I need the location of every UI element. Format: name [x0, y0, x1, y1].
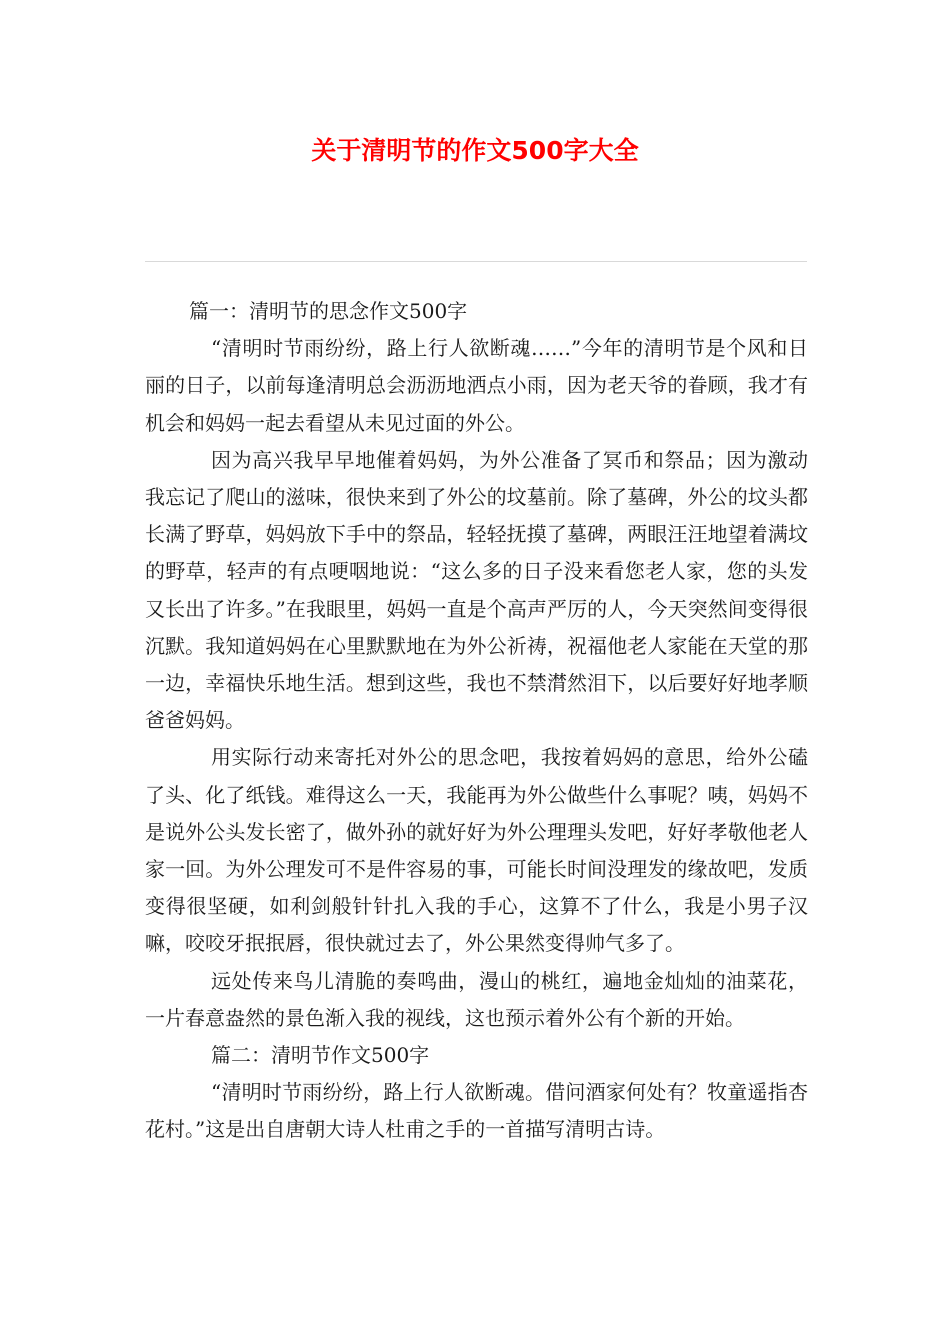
paragraph: 远处传来鸟儿清脆的奏鸣曲，漫山的桃红，遍地金灿灿的油菜花，一片春意盎然的景色渐入我的视线，这也预示着外公有个新的开始。	[145, 968, 808, 1030]
paragraph: “清明时节雨纷纷，路上行人欲断魂。借问酒家何处有？牧童遥指杏花村。”这是出自唐朝大诗人杜甫之手的一首描写清明古诗。	[145, 1080, 808, 1142]
paragraph: “清明时节雨纷纷，路上行人欲断魂……”今年的清明节是个风和日丽的日子，以前每逢清明总会沥沥地洒点小雨，因为老天爷的眷顾，我才有机会和妈妈一起去看望从未见过面的外公。	[145, 336, 808, 435]
document-body	[145, 293, 808, 1149]
title-divider	[145, 261, 807, 262]
section-heading-2: 篇二：清明节作文500字	[211, 1043, 430, 1068]
paragraph: 用实际行动来寄托对外公的思念吧，我按着妈妈的意思，给外公磕了头、化了纸钱。难得这么一天，我能再为外公做些什么事呢？咦，妈妈不是说外公头发长密了，做外孙的就好好为外公理理头发吧，好好孝敬他老人家一回。为外公理发可不是件容易的事，可能长时间没理发的缘故吧，发质变得很坚硬，如利剑般针针扎入我的手心，这算不了什么，我是小男子汉嘛，咬咬牙抿抿唇，很快就过去了，外公果然变得帅气多了。	[145, 745, 808, 956]
paragraph: 因为高兴我早早地催着妈妈，为外公准备了冥币和祭品；因为激动我忘记了爬山的滋味，很快来到了外公的坟墓前。除了墓碑，外公的坟头都长满了野草，妈妈放下手中的祭品，轻轻抚摸了墓碑，两眼汪汪地望着满坟的野草，轻声的有点哽咽地说：“这么多的日子没来看您老人家，您的头发又长出了许多。”在我眼里，妈妈一直是个高声严厉的人，今天突然间变得很沉默。我知道妈妈在心里默默地在为外公祈祷，祝福他老人家能在天堂的那一边，幸福快乐地生活。想到这些，我也不禁潸然泪下，以后要好好地孝顺爸爸妈妈。	[145, 447, 808, 733]
document-title: 关于清明节的作文500字大全	[311, 136, 639, 165]
section-heading-1: 篇一：清明节的思念作文500字	[189, 299, 468, 323]
